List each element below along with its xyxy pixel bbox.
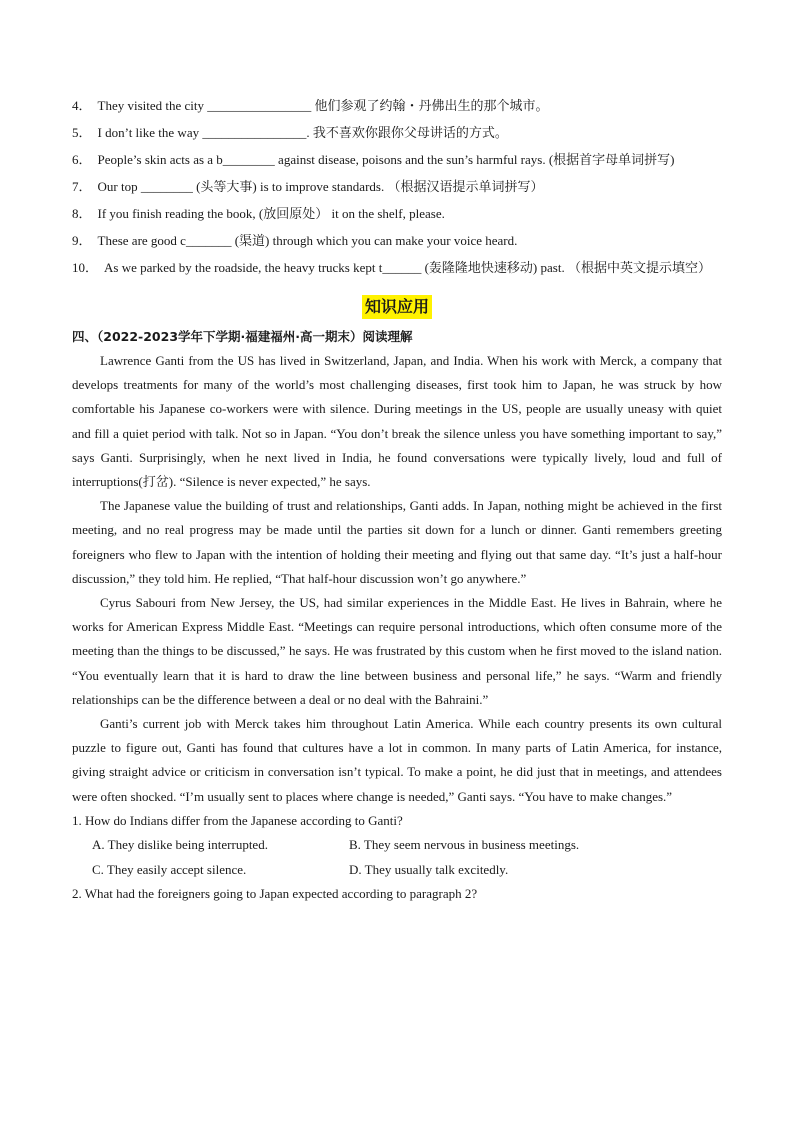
option-c: C. They easily accept silence. (92, 861, 247, 877)
option-a: A. They dislike being interrupted. (92, 837, 268, 853)
exercise-number: 6． (72, 152, 92, 167)
exercise-number: 7． (72, 179, 92, 194)
passage-paragraph: Cyrus Sabouri from New Jersey, the US, had similar experiences in the Middle East. He lives in Bahrain, where he works for American Express Middle East. “Meetings can require personal introductions, which often consume more of the meeting than the things to be discussed,” he says. He was frustrated by this custom when he first moved to the island nation. “You eventually learn that it is hard to draw the line between business and personal life,” he says. “Warm and friendly relationships can be the difference between a deal or no deal with the Bahraini.” (72, 595, 722, 707)
exercise-text: These are good c_______ (渠道) through which you can make your voice heard. (97, 233, 518, 248)
exercise-item (72, 227, 722, 254)
passage-paragraph: Ganti’s current job with Merck takes him throughout Latin America. While each country presents its own cultural puzzle to figure out, Ganti has found that cultures have a lot in common. In many parts of Latin America, for instance, giving straight advice or criticism in conversation isn’t typical. To make a point, he did just that in meetings, and attendees were often shocked. “I’m usually sent to places where change is needed,” Ganti says. “You have to make changes.” (72, 716, 722, 804)
part-title: 四、（2022-2023学年下学期·福建福州·高一期末）阅读理解 (72, 329, 413, 344)
exercise-text: Our top ________ (头等大事) is to improve standards. （根据汉语提示单词拼写） (97, 179, 544, 194)
question-list (72, 809, 722, 907)
exercise-item (72, 254, 722, 281)
exercise-number: 5． (72, 125, 92, 140)
section-heading (72, 295, 722, 319)
reading-passage (72, 349, 722, 809)
question-text: 1. How do Indians differ from the Japanese according to Ganti? (72, 812, 403, 828)
document-content (72, 92, 722, 907)
exercise-text: I don’t like the way ________________. 我不喜欢你跟你父母讲话的方式。 (97, 125, 508, 140)
exercise-text: If you finish reading the book, (放回原处） it on the shelf, please. (97, 206, 445, 221)
option-d: D. They usually talk excitedly. (349, 861, 509, 877)
exercise-number: 10． (72, 260, 99, 275)
exercise-item (72, 92, 722, 119)
exercise-item (72, 119, 722, 146)
option-b: B. They seem nervous in business meetings. (349, 837, 580, 853)
passage-paragraph: Lawrence Ganti from the US has lived in Switzerland, Japan, and India. When his work with Merck, a company that develops treatments for many of the world’s most challenging diseases, first took him to Japan, he was struck by how comfortable his Japanese co-workers were with silence. During meetings in the US, people are usually uneasy with quiet and fill a quiet period with talk. Not so in Japan. “You don’t break the silence unless you have something important to say,” says Ganti. Surprisingly, when he next lived in India, he found conversations were typically lively, loud and full of interruptions(打岔). “Silence is never expected,” he says. (72, 353, 722, 490)
exercise-number: 8． (72, 206, 92, 221)
option-grid (72, 833, 722, 882)
exercise-text: As we parked by the roadside, the heavy trucks kept t______ (轰隆隆地快速移动) past. （根据中英文提示填空） (104, 260, 711, 275)
exercise-item (72, 200, 722, 227)
exercise-number: 4． (72, 98, 92, 113)
exercise-text: They visited the city ________________ 他们参观了约翰・丹佛出生的那个城市。 (97, 98, 549, 113)
exercise-number: 9． (72, 233, 92, 248)
exercise-item (72, 173, 722, 200)
exercise-list (72, 92, 722, 281)
section-heading-label: 知识应用 (362, 295, 432, 319)
exercise-item (72, 146, 722, 173)
question-text: 2. What had the foreigners going to Japan expected according to paragraph 2? (72, 886, 478, 902)
passage-paragraph: The Japanese value the building of trust and relationships, Ganti adds. In Japan, nothing might be achieved in the first meeting, and no real progress may be made until the parties sit down for a lunch or dinner. Ganti remembers greeting foreigners who flew to Japan with the intention of holding their meeting and flying out that same day. “It’s just a half-hour discussion,” they told him. He replied, “That half-hour discussion won’t go anywhere.” (72, 498, 722, 586)
exercise-text: People’s skin acts as a b________ against disease, poisons and the sun’s harmful rays. (根据首字母单词拼写) (97, 152, 675, 167)
